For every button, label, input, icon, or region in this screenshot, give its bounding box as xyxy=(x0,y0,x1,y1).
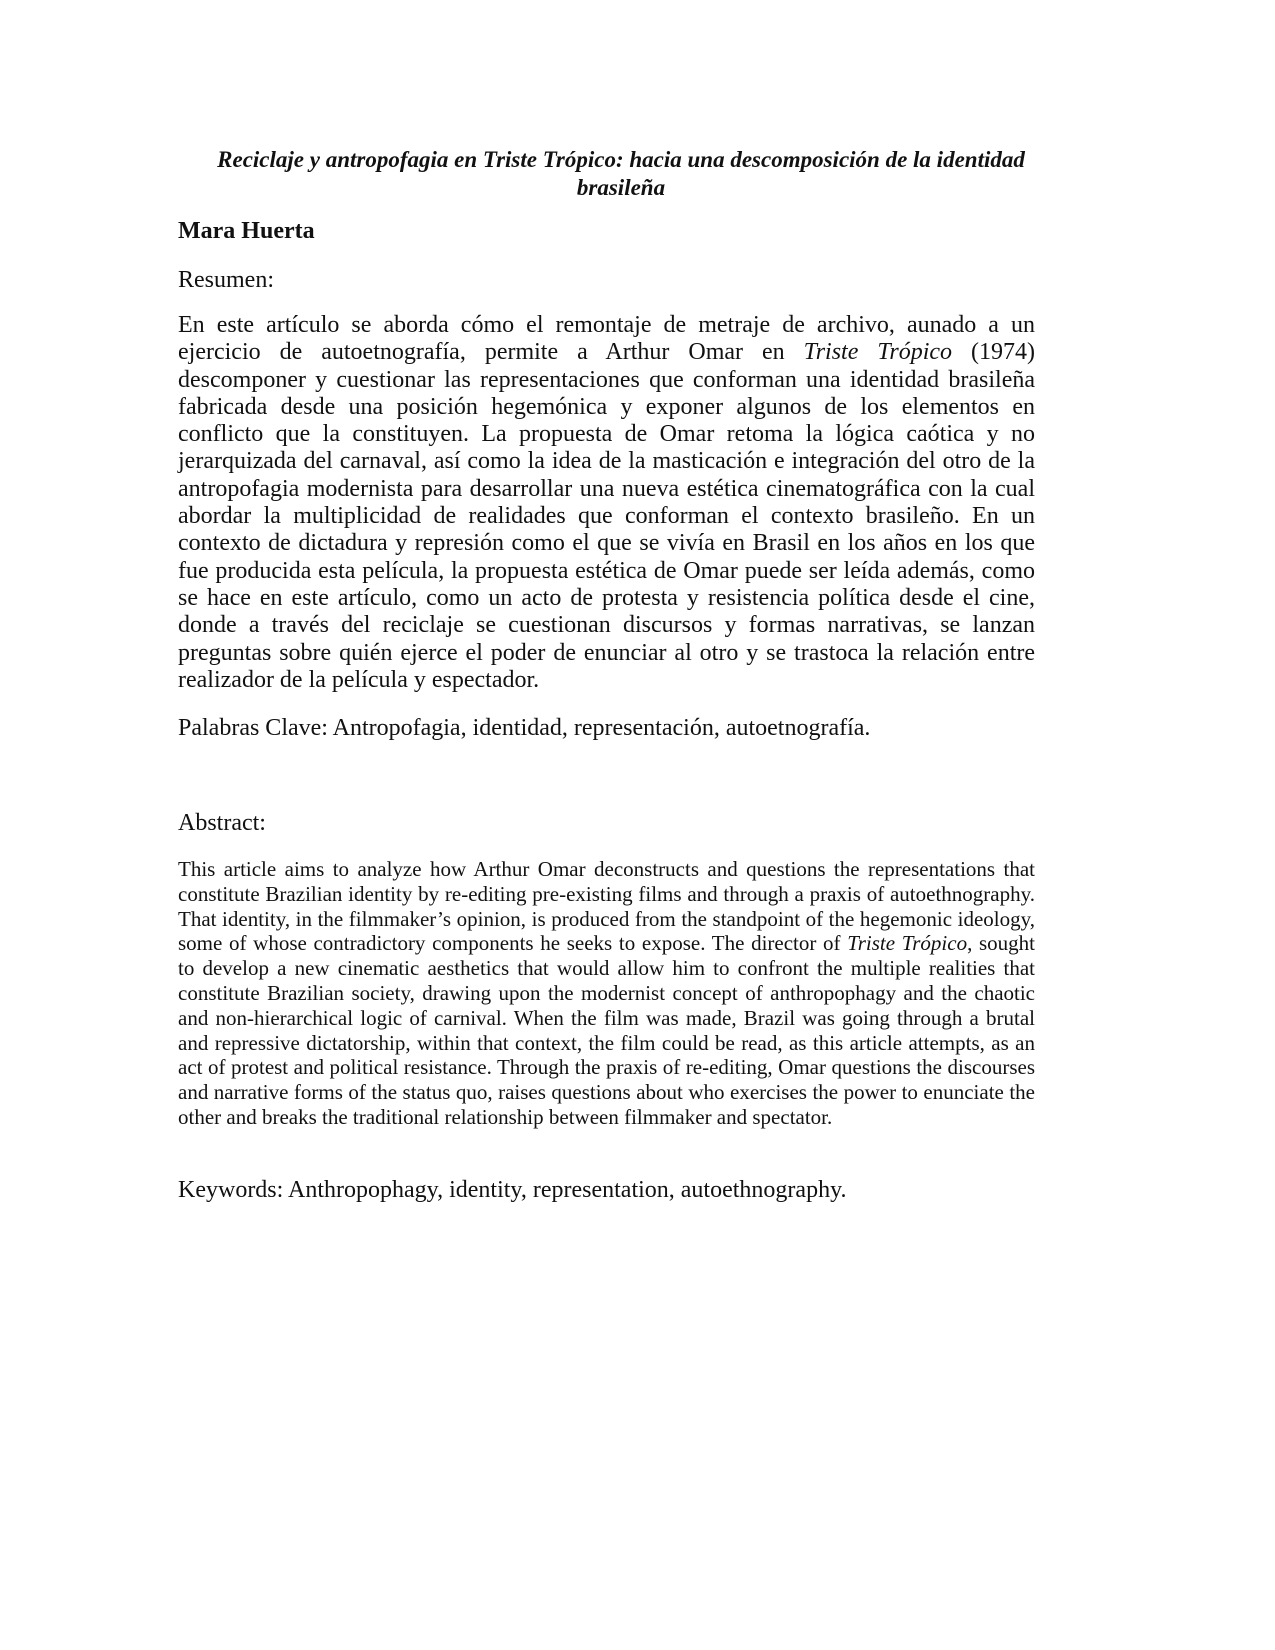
abstract-paragraph xyxy=(178,857,1035,1130)
palabras-clave: Palabras Clave: Antropofagia, identidad, representación, autoetnografía. xyxy=(178,715,871,741)
resumen-paragraph xyxy=(178,312,1035,694)
abstract-film-title: Triste Trópico xyxy=(847,931,968,956)
abstract-heading: Abstract: xyxy=(178,810,266,836)
resumen-text-part2: (1974) descomponer y cuestionar las representaciones que conforman una identidad brasileña fabricada desde una posición hegemónica y exponer algunos de los elementos en conflicto que la constituyen. La propuesta de Omar retoma la lógica caótica y no jerarquizada del carnaval, así como la idea de la masticación e integración del otro de la antropofagia modernista para desarrollar una nueva estética cinematográfica con la cual abordar la multiplicidad de realidades que conforman el contexto brasileño. En un contexto de dictadura y represión como el que se vivía en Brasil en los años en los que fue producida esta película, la propuesta estética de Omar puede ser leída además, como se hace en este artículo, como un acto de protesta y resistencia política desde el cine, donde a través del reciclaje se cuestionan discursos y formas narrativas, se lanzan preguntas sobre quién ejerce el poder de enunciar al otro y se trastoca la relación entre realizador de la película y espectador. xyxy=(178,339,1036,693)
keywords: Keywords: Anthropophagy, identity, representation, autoethnography. xyxy=(178,1177,847,1203)
resumen-film-title: Triste Trópico xyxy=(803,339,953,366)
abstract-text-part2: , sought to develop a new cinematic aesthetics that would allow him to confront the multiple realities that constitute Brazilian society, drawing upon the modernist concept of anthropophagy and the chaotic and non-hierarchical logic of carnival. When the film was made, Brazil was going through a brutal and repressive dictatorship, within that context, the film could be read, as this article attempts, as an act of protest and political resistance. Through the praxis of re-editing, Omar questions the discourses and narrative forms of the status quo, raises questions about who exercises the power to enunciate the other and breaks the traditional relationship between filmmaker and spectator. xyxy=(178,931,1036,1129)
resumen-text-part1: En este artículo se aborda cómo el remontaje de metraje de archivo, aunado a un ejercicio de autoetnografía, permite a Arthur Omar en xyxy=(178,312,1035,366)
resumen-heading: Resumen: xyxy=(178,267,274,293)
paper-title: Reciclaje y antropofagia en Triste Trópico: hacia una descomposición de la identidad brasileña xyxy=(217,147,1025,200)
abstract-text-part1: This article aims to analyze how Arthur Omar deconstructs and questions the representations that constitute Brazilian identity by re-editing pre-existing films and through a praxis of autoethnography. That identity, in the filmmaker’s opinion, is produced from the standpoint of the hegemonic ideology, some of whose contradictory components he seeks to expose. The director of xyxy=(178,857,1035,956)
author-name: Mara Huerta xyxy=(178,218,315,244)
